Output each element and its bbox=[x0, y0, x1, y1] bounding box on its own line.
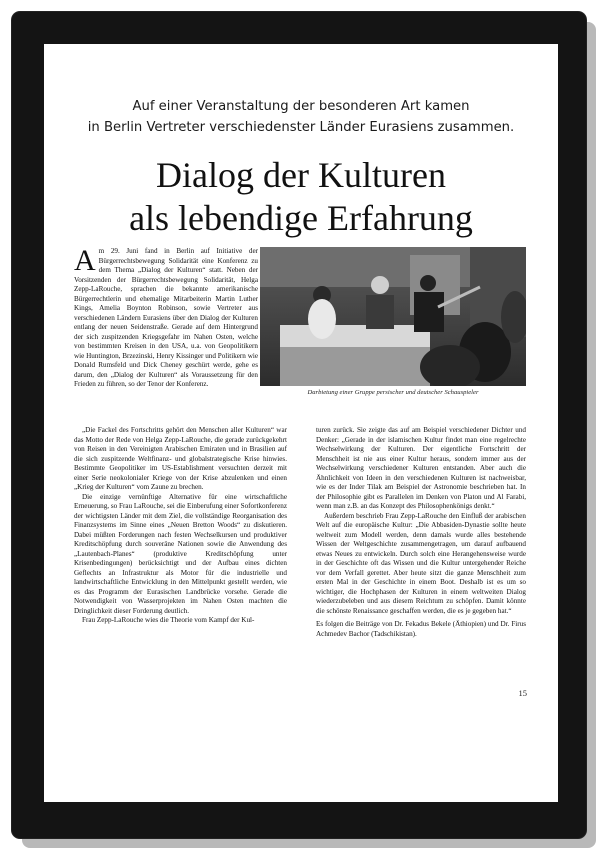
paragraph: „Die Fackel des Fortschritts gehört den Menschen aller Kulturen“ war das Motto der Rede von Helga Zepp-LaRouche, die gerade zurückgekehrt von Reisen in den Vereinigten Arabischen Emiraten und in Brasilien auf die sich zuspitzende Weltfinanz- und globalstrategische Krise hinwies. Bestimmte Geopolitiker im US-Establishment versuchten derzeit mit einer Serie neokolonialer Kriege von der Krise abzulenken und einen „Krieg der Kulturen“ vom Zaune zu brechen. bbox=[74, 426, 287, 491]
intro-line-2: in Berlin Vertreter verschiedenster Länder Eurasiens zusammen. bbox=[87, 120, 515, 135]
article-column-1-top bbox=[74, 244, 258, 390]
paragraph: Die einzige vernünftige Alternative für eine wirtschaftliche Erneuerung, so Frau LaRouche, sei die Einberufung einer Sofortkonferenz der wichtigsten Länder mit dem Ziel, die vollständige Reorganisation des Finanzsystems im Sinne eines „Neuen Bretton Woods“ zu diskutieren. Dabei müßten Forderungen nach festen Wechselkursen und produktiver Kreditschöpfung durch souveräne Nationen sowie die Anwendung des „Lautenbach-Planes“ (produktive Kreditschöpfung unter Krisenbedingungen) berücksichtigt und der Aufbau eines dichten Geflechts an Infrastruktur als Motor für die industrielle und landwirtschaftliche Entwicklung in den Mittelpunkt gestellt werden, wie es das Programm der Eurasischen Landbrücke vorsehe. Gerade die Notwendigkeit von Wasserprojekten im Nahen Osten machten die Dringlichkeit dieser Forderung deutlich. bbox=[74, 492, 287, 615]
paragraph: Frau Zepp-LaRouche wies die Theorie vom Kampf der Kul- bbox=[82, 616, 255, 624]
article-title bbox=[44, 154, 558, 240]
title-line-1: Dialog der Kulturen bbox=[156, 155, 446, 195]
paragraph: Außerdem beschrieb Frau Zepp-LaRouche den Einfluß der arabischen Welt auf die europäische Kultur: „Die Abbasiden-Dynastie sollte heute weltweit zum Modell werden, denn damals wurde alles bestehende Wissen der Weltgeschichte zusammengetragen, um darauf aufbauend etwas Neues zu entwickeln. Durch solch eine Herangehensweise wurde in der Geschichte oft das Wissen und die Kultur untergehender Reiche vor dem Verfall gerettet. Aber heute sitzt die ganze Menschheit zum ersten Mal in der Geschichte in einem Boot. Deshalb ist es um so wichtiger, die Hochphasen der Kulturen in einem weltweiten Dialog wiederzubeleben und aus diesem Reichtum zu schöpfen. Damit könnte die schönste Renaissance geschaffen werden, die es je gegeben hat.“ bbox=[316, 511, 526, 615]
drop-cap: A bbox=[74, 244, 96, 277]
article-photo bbox=[260, 247, 526, 386]
page-number: 15 bbox=[518, 688, 527, 698]
title-line-2: als lebendige Erfahrung bbox=[129, 198, 473, 238]
paragraph: Es folgen die Beiträge von Dr. Fekadus Bekele (Äthiopien) und Dr. Firus Achmedev Bachor (Tadschikistan). bbox=[316, 620, 526, 638]
article-column-1-bottom bbox=[74, 426, 287, 626]
intro-subtitle bbox=[44, 96, 558, 138]
article-column-2 bbox=[316, 426, 526, 639]
paragraph: m 29. Juni fand in Berlin auf Initiative der Bürgerrechtsbewegung Solidarität eine Konferenz zu dem Thema „Dialog der Kulturen“ statt. Neben der Vorsitzenden der Bürgerrechtsbewegung Solidarität, Helga Zepp-LaRouche, sprachen die bekannte amerikanische Bürgerrechtlerin und ehemalige Mitarbeiterin Martin Luther Kings, Amelia Boynton Robinson, sowie Vertreter aus verschiedenen Ländern Eurasiens über den Dialog der Kulturen entlang der neuen Seidenstraße. Gerade auf dem Hintergrund der sich zuspitzenden Kriegsgefahr im Nahen Osten, welche von bestimmten Kreisen in den USA, u.a. von Geopolitikern wie Huntington, Brzezinski, Henry Kissinger und Politikern wie Donald Rumsfeld und Dick Cheney geschürt werde, gehe es darum, den „Dialog der Kulturen“ als Voraussetzung für den Frieden zu führen, so der Tenor der Konferenz. bbox=[74, 247, 258, 388]
intro-line-1: Auf einer Veranstaltung der besonderen Art kamen bbox=[132, 99, 470, 114]
photo-illustration bbox=[260, 247, 526, 386]
magazine-page bbox=[44, 44, 558, 802]
paragraph: turen zurück. Sie zeigte das auf am Beispiel verschiedener Dichter und Denker: „Gerade in der islamischen Kultur findet man eine regelrechte Wechselwirkung der Kulturen. Der eigentliche Fortschritt der Menschheit ist nie aus einer Kultur heraus, sondern immer aus der Wechselwirkung verschiedener Kulturen entstanden. Aber auch die Ähnlichkeit von Ideen in den verschiedenen Kulturen ist nachweisbar, wie es der Inder Tilak am Beispiel der Astronomie beschrieben hat. In der Philosophie gibt es Parallelen im Denken von Platon und Al Farabi, wenn man z.B. an das Konzept des Philosophenkönigs denkt.“ bbox=[316, 426, 526, 510]
photo-caption: Darbietung einer Gruppe persischer und deutscher Schauspieler bbox=[307, 389, 479, 396]
